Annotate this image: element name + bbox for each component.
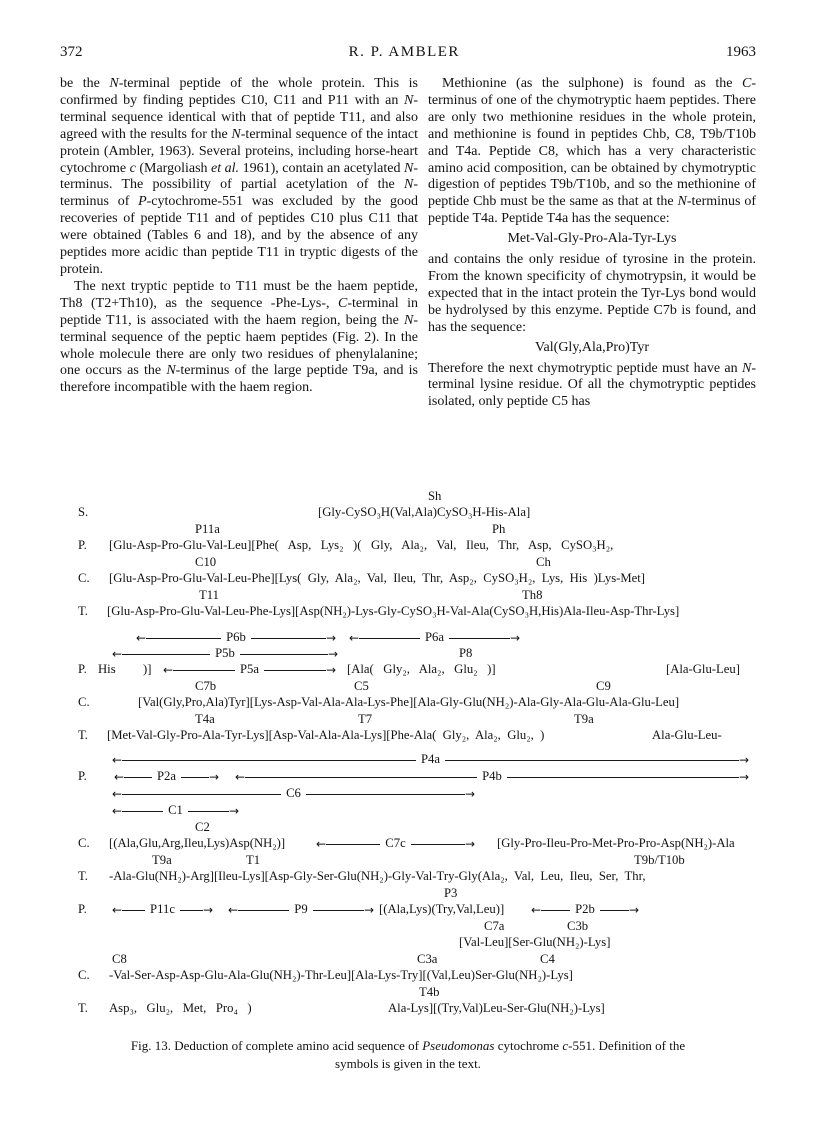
arrow-shaft <box>238 910 289 911</box>
arrow-shaft <box>541 910 570 911</box>
arrow-left-head-icon: ← <box>112 646 123 661</box>
peptide-sequence-text: [Ala-Glu-Leu] <box>666 662 740 676</box>
peptide-range-arrow-P11c <box>112 903 213 917</box>
peptide-range-arrow-P4a <box>112 753 749 767</box>
arrow-left-head-icon: ← <box>316 836 327 851</box>
arrow-shaft <box>122 794 281 795</box>
peptide-label-Ch: Ch <box>536 555 551 569</box>
arrow-shaft <box>449 638 510 639</box>
arrow-shaft <box>122 760 416 761</box>
row-label-T: T. <box>78 728 88 742</box>
peptide-label-C3b: C3b <box>567 919 589 933</box>
text-run: -terminal in peptide T11, is associated with the haem region, being the <box>60 295 418 328</box>
italic-text: N <box>231 126 241 142</box>
italic-text: N <box>403 92 414 108</box>
arrow-shaft <box>188 811 229 812</box>
figure-line <box>60 630 756 647</box>
figure-line <box>60 836 756 853</box>
figure-caption <box>60 1037 756 1072</box>
figure-line <box>60 902 756 919</box>
arrow-shaft <box>240 654 328 655</box>
arrow-label: P2b <box>575 901 595 916</box>
figure-13-sequence-diagram <box>60 0 756 1138</box>
text-run: -terminus of peptide T4a. Peptide T4a has the sequence: <box>428 194 757 227</box>
figure-line <box>60 752 756 769</box>
arrow-right-head-icon: → <box>628 902 639 917</box>
text-run: Therefore the next chymotryptic peptide must have an <box>428 360 742 376</box>
arrow-shaft <box>306 794 465 795</box>
peptide-label-Sh: Sh <box>428 489 442 503</box>
row-label-P: P. <box>78 538 87 552</box>
figure-line <box>60 662 756 679</box>
inline-sequence: Val(Gly,Ala,Pro)Tyr <box>535 339 649 355</box>
arrow-right-head-icon: → <box>464 786 475 801</box>
arrow-shaft <box>122 811 163 812</box>
arrow-label: P9 <box>294 901 308 916</box>
arrow-shaft <box>122 910 145 911</box>
italic-text: P <box>138 194 147 210</box>
peptide-range-arrow-P6a <box>349 631 520 645</box>
text-run: -551. Definition of the <box>568 1038 686 1053</box>
peptide-label-Th8: Th8 <box>522 588 543 602</box>
row-label-P: P. <box>78 902 87 916</box>
arrow-shaft <box>313 910 364 911</box>
peptide-sequence-text: His <box>98 662 116 676</box>
arrow-shaft <box>359 638 420 639</box>
text-run: Methionine (as the sulphone) is found as the <box>442 76 742 91</box>
peptide-range-arrow-P9 <box>228 903 374 917</box>
row-label-C: C. <box>78 695 90 709</box>
peptide-label-C8: C8 <box>112 952 127 966</box>
arrow-right-head-icon: → <box>208 769 219 784</box>
peptide-sequence-text: [Glu-Asp-Pro-Glu-Val-Leu-Phe][Lys( Gly, Ala₂, Val, Ileu, Thr, Asp₂, CySO₃H₂, Lys, His )Lys-Met] <box>109 571 646 585</box>
figure-line <box>60 555 756 572</box>
peptide-sequence-text: )] <box>143 662 152 676</box>
figure-line <box>60 869 756 886</box>
peptide-label-Ph: Ph <box>492 522 506 536</box>
row-label-T: T. <box>78 1001 88 1015</box>
arrow-right-head-icon: → <box>738 769 749 784</box>
arrow-shaft <box>173 670 235 671</box>
italic-text: c <box>129 160 136 176</box>
italic-text: N <box>741 360 752 376</box>
arrow-label: P6a <box>424 629 445 644</box>
figure-line <box>60 538 756 555</box>
figure-line <box>60 679 756 696</box>
figure-line <box>60 505 756 522</box>
arrow-label: C7c <box>385 835 406 850</box>
arrow-label: P5a <box>239 661 260 676</box>
inline-sequence: Met-Val-Gly-Pro-Ala-Tyr-Lys <box>507 231 677 247</box>
peptide-sequence-text: [Ala( Gly₂, Ala₂, Glu₂ )] <box>347 662 496 676</box>
peptide-sequence-text: [Glu-Asp-Pro-Glu-Val-Leu][Phe( Asp, Lys₂ )( Gly, Ala₂, Val, Ileu, Thr, Asp, CySO₃H₂, <box>109 538 614 552</box>
arrow-left-head-icon: ← <box>163 662 174 677</box>
peptide-sequence-text: -Ala-Glu(NH₂)-Arg][Ileu-Lys][Asp-Gly-Ser-Glu(NH₂)-Gly-Val-Try-Gly(Ala₂, Val, Leu, Ileu, Ser, Thr, <box>109 869 646 883</box>
peptide-label-T4b: T4b <box>419 985 440 999</box>
arrow-label: P4b <box>482 768 502 783</box>
arrow-left-head-icon: ← <box>228 902 239 917</box>
peptide-label-C3a: C3a <box>417 952 438 966</box>
peptide-range-arrow-P5a <box>163 663 336 677</box>
arrow-right-head-icon: → <box>509 630 520 645</box>
peptide-label-T7: T7 <box>358 712 373 726</box>
row-label-C: C. <box>78 968 90 982</box>
figure-line <box>60 803 756 820</box>
arrow-shaft <box>181 777 209 778</box>
figure-line <box>60 886 756 903</box>
peptide-sequence-text: [Gly-CySO₃H(Val,Ala)CySO₃H-His-Ala] <box>318 505 531 519</box>
arrow-left-head-icon: ← <box>349 630 360 645</box>
peptide-label-C7b: C7b <box>195 679 217 693</box>
arrow-label: C6 <box>286 785 301 800</box>
peptide-range-arrow-P2a <box>114 770 219 784</box>
peptide-label-T9a: T9a <box>574 712 594 726</box>
figure-line <box>60 786 756 803</box>
arrow-label: P6b <box>226 629 246 644</box>
peptide-sequence-text: Ala-Lys][(Try,Val)Leu-Ser-Glu(NH₂)-Lys] <box>388 1001 605 1015</box>
peptide-sequence-text: [Met-Val-Gly-Pro-Ala-Tyr-Lys][Asp-Val-Ala-Ala-Lys][Phe-Ala( Gly₂, Ala₂, Glu₂, ) <box>107 728 545 742</box>
peptide-label-T11: T11 <box>199 588 219 602</box>
text-run: -cytochrome-551 was excluded by the good recoveries of peptide T11 and of peptides C10 plus C11 that were obtained (Tables 6 and 18), and by the absence of any peptides more acidic than peptide T11 in tryptic digests of the protein. <box>60 194 418 277</box>
peptide-sequence-text: [Glu-Asp-Pro-Glu-Val-Leu-Phe-Lys][Asp(NH₂)-Lys-Gly-CySO₃H-Val-Ala(CySO₃H,His)Ala-Ileu-Asp-Thr-Lys] <box>107 604 680 618</box>
italic-text: N <box>166 363 176 379</box>
arrow-shaft <box>251 638 326 639</box>
figure-line <box>60 695 756 712</box>
italic-text: Pseudomonas <box>422 1038 495 1053</box>
arrow-left-head-icon: ← <box>531 902 542 917</box>
peptide-sequence-text: Asp₃, Glu₂, Met, Pro₄ ) <box>109 1001 252 1015</box>
text-run: -terminal sequence identical with that of peptide T11, and also agreed with the results for the <box>60 92 418 142</box>
arrow-left-head-icon: ← <box>112 902 123 917</box>
italic-text: N <box>403 160 414 176</box>
caption-line-1 <box>60 1037 756 1055</box>
row-label-T: T. <box>78 604 88 618</box>
figure-line <box>60 952 756 969</box>
arrow-right-head-icon: → <box>202 902 213 917</box>
figure-line <box>60 522 756 539</box>
peptide-sequence-text: [Val(Gly,Pro,Ala)Tyr][Lys-Asp-Val-Ala-Ala-Lys-Phe][Ala-Gly-Glu(NH₂)-Ala-Gly-Ala-Glu-Ala-Glu-Leu] <box>138 695 680 709</box>
text-run: -terminal peptide of the whole protein. This is confirmed by finding peptides C10, C11 and P11 with an <box>60 76 418 108</box>
text-run: -terminus. The possibility of partial acetylation of the <box>60 160 418 193</box>
peptide-sequence-text: [(Ala,Glu,Arg,Ileu,Lys)Asp(NH₂)] <box>109 836 286 850</box>
arrow-shaft <box>124 777 152 778</box>
running-title: R. P. AMBLER <box>348 44 460 60</box>
text-run: 1961), contain an acetylated <box>239 160 404 176</box>
peptide-label-P3: P3 <box>444 886 458 900</box>
text-run: and contains the only residue of tyrosine in the protein. From the known specificity of chymotrypsin, it would be expected that in the intact protein the Tyr-Lys bond would be hydrolysed by this enzyme. Peptide C7b is found, and has the sequence: <box>428 252 756 335</box>
peptide-range-arrow-P5b <box>112 647 338 661</box>
peptide-label-C7a: C7a <box>484 919 505 933</box>
arrow-shaft <box>600 910 629 911</box>
arrow-left-head-icon: ← <box>112 786 123 801</box>
text-run: cytochrome <box>494 1038 563 1053</box>
peptide-sequence-text: [(Ala,Lys)(Try,Val,Leu)] <box>379 902 505 916</box>
italic-text: N <box>677 194 687 210</box>
text-run: -terminal sequence of the peptic haem peptides (Fig. 2). In the whole molecule there are only two residues of phenylalanine; one occurs as the <box>60 312 418 379</box>
row-label-C: C. <box>78 836 90 850</box>
peptide-label-T9b-T10b: T9b/T10b <box>634 853 685 867</box>
figure-line <box>60 489 756 506</box>
peptide-label-C9: C9 <box>596 679 611 693</box>
italic-text: C <box>337 295 348 311</box>
peptide-sequence-text: Ala-Glu-Leu- <box>652 728 722 742</box>
arrow-label: P4a <box>420 751 441 766</box>
arrow-shaft <box>411 844 465 845</box>
row-label-C: C. <box>78 571 90 585</box>
arrow-right-head-icon: → <box>325 630 336 645</box>
peptide-label-C5: C5 <box>354 679 369 693</box>
text-run: -terminus of the large peptide T9a, and is therefore incompatible with the haem region. <box>60 363 418 396</box>
arrow-right-head-icon: → <box>228 803 239 818</box>
arrow-shaft <box>122 654 210 655</box>
arrow-right-head-icon: → <box>464 836 476 851</box>
arrow-right-head-icon: → <box>325 662 336 677</box>
peptide-range-arrow-C1 <box>112 804 239 818</box>
peptide-range-arrow-P2b <box>531 903 639 917</box>
figure-line <box>60 853 756 870</box>
page-year: 1963 <box>726 44 756 60</box>
peptide-label-C2: C2 <box>195 820 210 834</box>
text-run: Fig. 13. Deduction of complete amino acid sequence of <box>130 1038 423 1053</box>
peptide-label-C4: C4 <box>540 952 555 966</box>
row-label-P: P. <box>78 769 87 783</box>
figure-line <box>60 985 756 1002</box>
arrow-shaft <box>445 760 739 761</box>
arrow-left-head-icon: ← <box>112 803 123 818</box>
italic-text: N <box>403 177 414 193</box>
arrow-left-head-icon: ← <box>114 769 125 784</box>
peptide-label-P8: P8 <box>459 646 473 660</box>
caption-line-2: symbols is given in the text. <box>335 1055 481 1071</box>
italic-text: et al. <box>211 160 240 176</box>
row-label-T: T. <box>78 869 88 883</box>
peptide-range-arrow-C6 <box>112 787 475 801</box>
peptide-range-arrow-P4b <box>235 770 749 784</box>
arrow-label: P2a <box>156 768 177 783</box>
figure-line <box>60 571 756 588</box>
figure-line <box>60 588 756 605</box>
arrow-label: P11c <box>150 901 175 916</box>
peptide-sequence-text: [Val-Leu][Ser-Glu(NH₂)-Lys] <box>459 935 611 949</box>
italic-text: N <box>403 312 414 328</box>
arrow-right-head-icon: → <box>738 752 749 767</box>
figure-line <box>60 604 756 621</box>
arrow-shaft <box>264 670 326 671</box>
peptide-sequence-text: [Gly-Pro-Ileu-Pro-Met-Pro-Pro-Asp(NH₂)-Ala <box>497 836 735 850</box>
figure-line <box>60 646 756 663</box>
peptide-label-T9a: T9a <box>152 853 172 867</box>
text-run: -terminal sequence of the intact protein (Ambler, 1963). Several proteins, including horse-heart cytochrome <box>60 126 418 176</box>
row-label-P: P. <box>78 662 87 676</box>
row-label-S: S. <box>78 505 89 519</box>
text-run: -terminus of <box>60 177 418 210</box>
peptide-label-C10: C10 <box>195 555 217 569</box>
text-run: (Margoliash <box>135 160 212 176</box>
arrow-left-head-icon: ← <box>136 630 147 645</box>
italic-text: c <box>562 1038 569 1053</box>
arrow-shaft <box>146 638 221 639</box>
arrow-right-head-icon: → <box>327 646 338 661</box>
page-number: 372 <box>60 44 83 60</box>
figure-line <box>60 1001 756 1018</box>
arrow-left-head-icon: ← <box>112 752 123 767</box>
italic-text: C <box>741 76 752 91</box>
text-run: The next tryptic peptide to T11 must be the haem peptide, Th8 (T2+Th10), as the sequence -Phe-Lys-, <box>60 278 418 311</box>
arrow-left-head-icon: ← <box>235 769 246 784</box>
peptide-range-arrow-C7c <box>316 837 475 851</box>
figure-line <box>60 935 756 952</box>
figure-line <box>60 728 756 745</box>
arrow-label: P5b <box>215 645 235 660</box>
text-run: -terminus of one of the chymotryptic haem peptides. There are only two methionine residues in the whole protein, and methionine is found in peptides Chb, C8, T9b/T10b and T4a. Peptide C8, which has a very characteristic amino acid composition, can be obtained by chymotryptic digestion of peptides T9b/T10b, and so the methionine of peptide Chb must be the same as that at the <box>428 76 756 210</box>
peptide-sequence-text: -Val-Ser-Asp-Asp-Glu-Ala-Glu(NH₂)-Thr-Leu][Ala-Lys-Try][(Val,Leu)Ser-Glu(NH₂)-Lys] <box>109 968 573 982</box>
text-run: -terminal lysine residue. Of all the chymotryptic peptides isolated, only peptide C5 has <box>428 360 756 410</box>
figure-line <box>60 820 756 837</box>
text-run: be the <box>60 76 110 91</box>
italic-text: N <box>109 76 119 91</box>
arrow-shaft <box>326 844 380 845</box>
figure-line <box>60 968 756 985</box>
arrow-right-head-icon: → <box>363 902 374 917</box>
arrow-shaft <box>245 777 477 778</box>
figure-line <box>60 712 756 729</box>
figure-line <box>60 769 756 786</box>
peptide-label-P11a: P11a <box>195 522 220 536</box>
arrow-label: C1 <box>168 802 183 817</box>
arrow-shaft <box>507 777 739 778</box>
figure-line <box>60 919 756 936</box>
arrow-shaft <box>180 910 203 911</box>
peptide-range-arrow-P6b <box>136 631 336 645</box>
peptide-label-T4a: T4a <box>195 712 215 726</box>
peptide-label-T1: T1 <box>246 853 261 867</box>
